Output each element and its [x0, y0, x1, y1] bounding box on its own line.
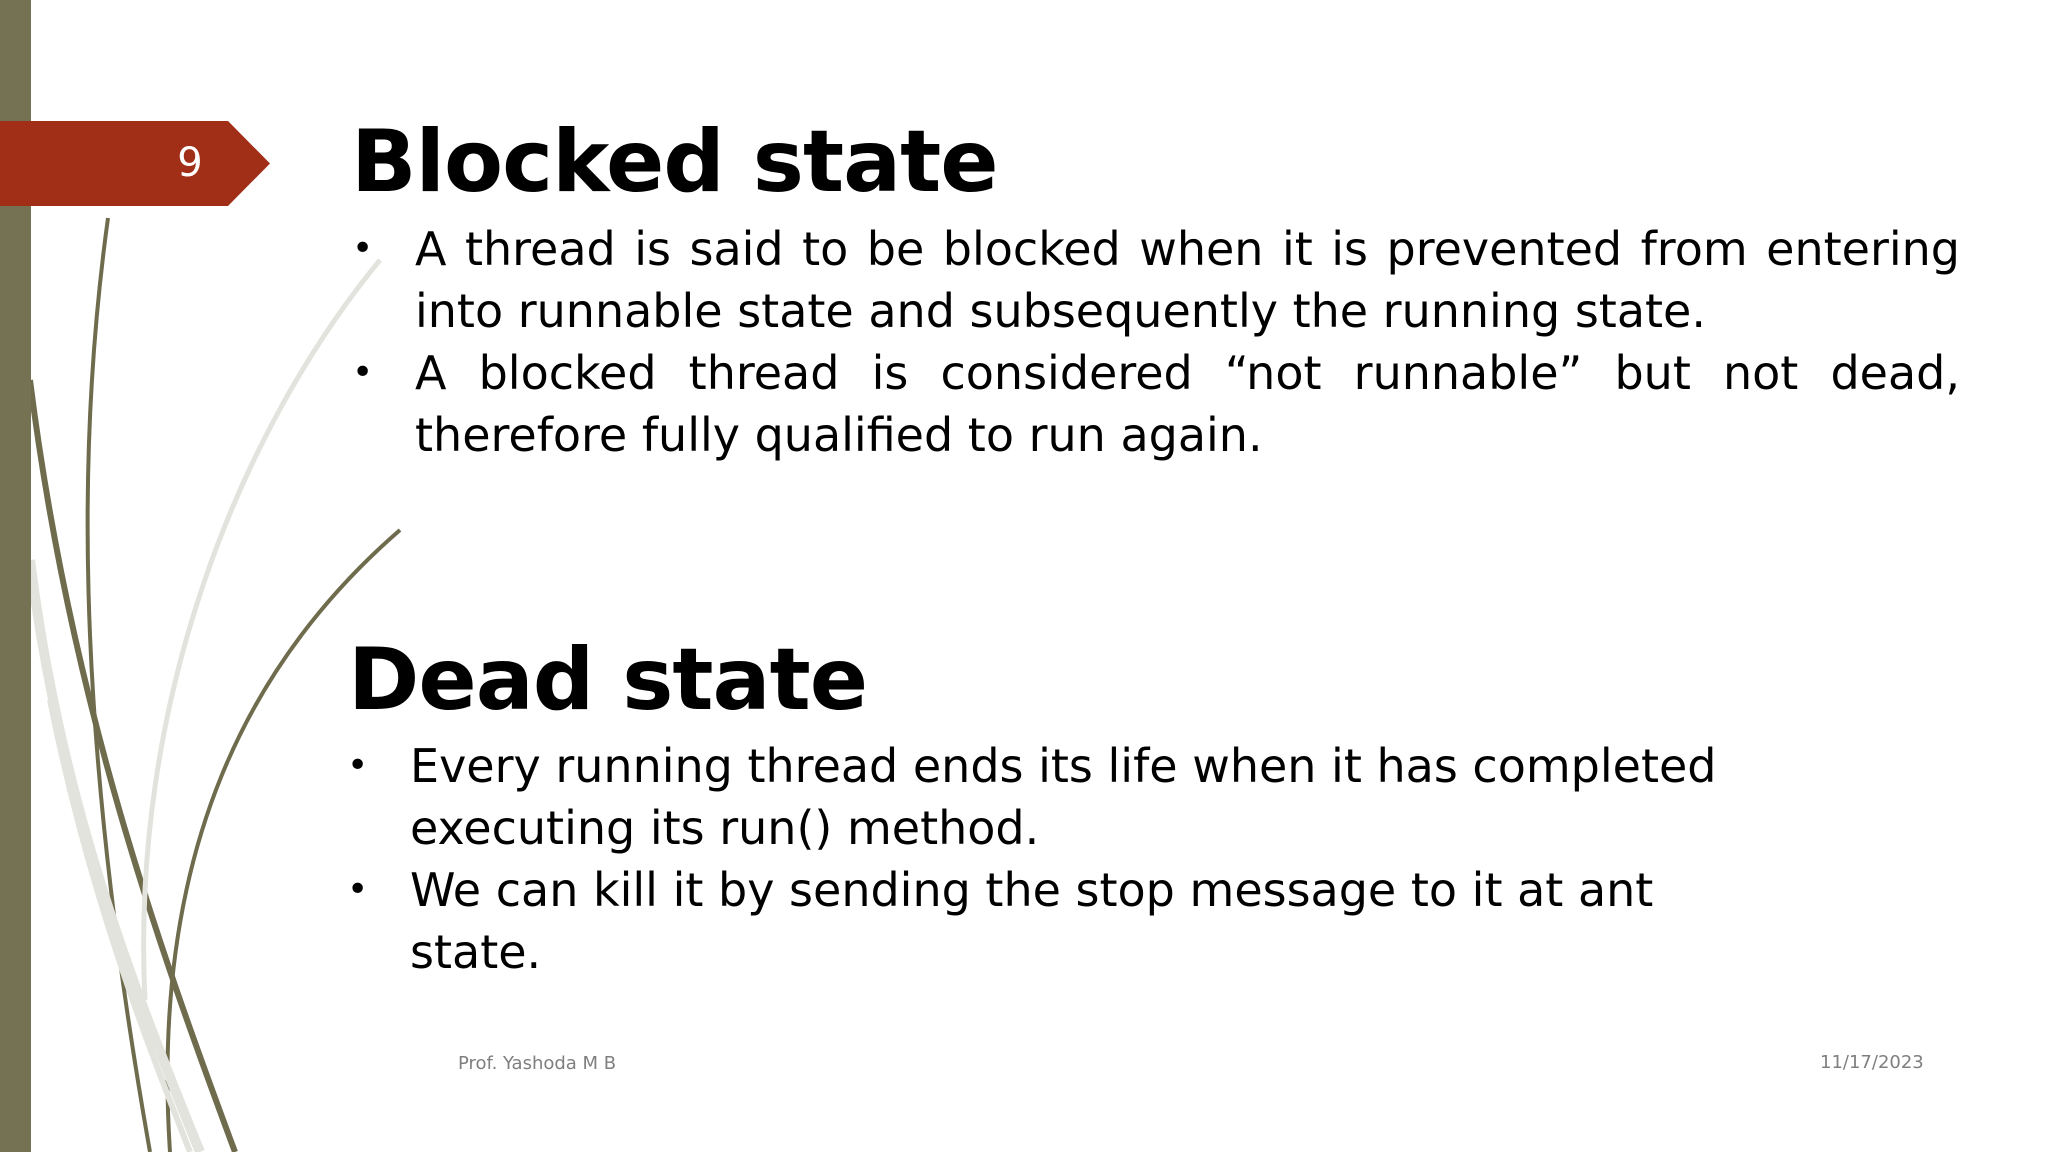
- page-number-badge: [0, 121, 270, 206]
- dead-state-heading: Dead state: [348, 630, 868, 730]
- list-item: [347, 735, 1767, 859]
- badge-arrow-shape: [0, 121, 270, 206]
- blocked-state-heading: Blocked state: [351, 112, 998, 212]
- list-item: [347, 859, 1767, 983]
- bullet-text: A blocked thread is considered “not runnable” but not dead, therefore fully qualified to run again.: [415, 346, 1960, 462]
- page-number: 9: [177, 140, 203, 186]
- bullet-dot: •: [347, 869, 369, 910]
- list-item: [352, 342, 1960, 466]
- bullet-dot: •: [352, 352, 374, 393]
- bullet-dot: •: [352, 228, 374, 269]
- blocked-state-bullets: [352, 218, 1960, 466]
- bullet-dot: •: [347, 745, 369, 786]
- bullet-text: Every running thread ends its life when it has completed executing its run() method.: [410, 739, 1717, 855]
- bullet-text: A thread is said to be blocked when it is prevented from entering into runnable state and subsequently the running state.: [415, 222, 1960, 338]
- bullet-text: We can kill it by sending the stop message to it at ant state.: [410, 863, 1654, 979]
- dead-state-bullets: [347, 735, 1767, 983]
- list-item: [352, 218, 1960, 342]
- footer-author: Prof. Yashoda M B: [458, 1053, 617, 1074]
- footer-date: 11/17/2023: [1820, 1052, 1924, 1073]
